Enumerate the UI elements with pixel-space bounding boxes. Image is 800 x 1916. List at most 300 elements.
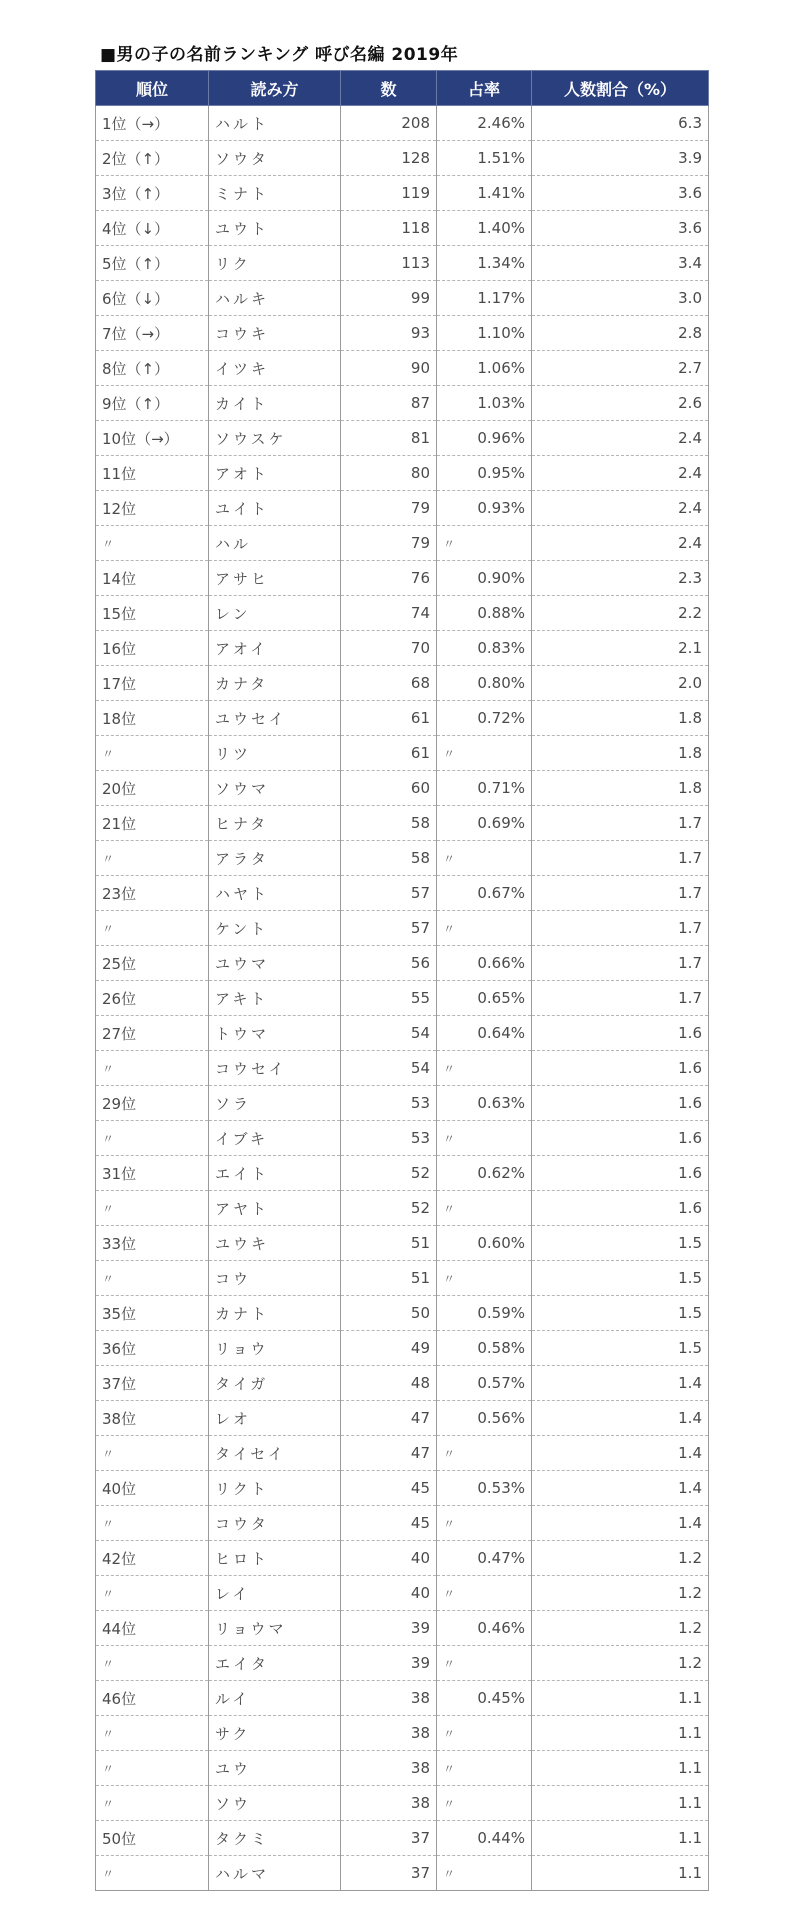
ratio-cell [532, 1401, 709, 1436]
rank-cell-text: 5位（↑） [102, 254, 170, 273]
count-cell [341, 1436, 437, 1471]
table-row [96, 1611, 709, 1646]
table-row [96, 211, 709, 246]
share-cell-text: 0.56% [477, 1409, 525, 1427]
count-cell-text: 38 [410, 1794, 430, 1812]
table-row [96, 1191, 709, 1226]
reading-cell-text: ユイト [215, 499, 270, 518]
ratio-cell [532, 876, 709, 911]
count-cell [341, 526, 437, 561]
rank-cell [96, 1261, 209, 1296]
count-cell-text: 68 [410, 674, 430, 692]
table-row [96, 666, 709, 701]
rank-cell [96, 456, 209, 491]
ratio-cell [532, 1261, 709, 1296]
reading-cell [209, 806, 341, 841]
reading-cell [209, 456, 341, 491]
count-cell-text: 55 [410, 989, 430, 1007]
share-cell [437, 491, 532, 526]
ratio-cell-text: 1.6 [678, 1059, 702, 1077]
ratio-cell [532, 456, 709, 491]
share-cell-text: 1.41% [477, 184, 525, 202]
reading-cell [209, 1541, 341, 1576]
ratio-cell-text: 1.1 [678, 1864, 702, 1882]
ratio-cell [532, 1786, 709, 1821]
share-cell [437, 1401, 532, 1436]
ratio-cell [532, 1121, 709, 1156]
ratio-cell-text: 2.1 [678, 639, 702, 657]
count-cell-text: 53 [410, 1094, 430, 1112]
reading-cell [209, 1121, 341, 1156]
reading-cell-text: イブキ [215, 1129, 268, 1148]
ratio-cell-text: 1.2 [678, 1619, 702, 1637]
ratio-cell-text: 2.6 [678, 394, 702, 412]
share-cell [437, 1436, 532, 1471]
ratio-cell-text: 1.2 [678, 1654, 702, 1672]
count-cell-text: 90 [410, 359, 430, 377]
reading-cell-text: コウセイ [215, 1059, 287, 1078]
reading-cell [209, 1786, 341, 1821]
reading-cell-text: リョウ [215, 1339, 269, 1358]
reading-cell [209, 1611, 341, 1646]
ratio-cell-text: 1.7 [678, 954, 702, 972]
share-cell [437, 421, 532, 456]
ratio-cell [532, 841, 709, 876]
share-cell-text: 〃 [443, 1516, 456, 1531]
table-row [96, 1716, 709, 1751]
ratio-cell [532, 1646, 709, 1681]
table-row [96, 281, 709, 316]
ratio-cell [532, 1331, 709, 1366]
rank-cell [96, 1821, 209, 1856]
share-cell-text: 1.10% [477, 324, 525, 342]
reading-cell-text: アキト [215, 989, 269, 1008]
rank-cell-text: 〃 [102, 1202, 115, 1216]
share-cell [437, 1576, 532, 1611]
table-row [96, 1471, 709, 1506]
share-cell-text: 0.53% [477, 1479, 525, 1497]
ratio-cell [532, 1576, 709, 1611]
ratio-cell-text: 1.4 [678, 1374, 702, 1392]
count-cell [341, 1471, 437, 1506]
reading-cell-text: カイト [215, 394, 269, 413]
share-cell [437, 1051, 532, 1086]
rank-cell-text: 31位 [102, 1164, 137, 1183]
header-ratio: 人数割合（%） [532, 71, 709, 106]
count-cell-text: 40 [410, 1549, 430, 1567]
count-cell-text: 87 [410, 394, 430, 412]
rank-cell-text: 11位 [102, 464, 137, 483]
count-cell-text: 80 [410, 464, 430, 482]
rank-cell-text: 37位 [102, 1374, 137, 1393]
reading-cell-text: ユウマ [215, 954, 270, 973]
ratio-cell-text: 1.7 [678, 919, 702, 937]
ratio-cell [532, 1716, 709, 1751]
rank-cell-text: 40位 [102, 1479, 137, 1498]
share-cell-text: 0.72% [477, 709, 525, 727]
ratio-cell-text: 1.6 [678, 1164, 702, 1182]
rank-cell [96, 281, 209, 316]
rank-cell [96, 1401, 209, 1436]
count-cell-text: 48 [410, 1374, 430, 1392]
table-row [96, 1366, 709, 1401]
share-cell-text: 〃 [443, 1656, 456, 1671]
ratio-cell [532, 1051, 709, 1086]
count-cell [341, 1156, 437, 1191]
ratio-cell [532, 1436, 709, 1471]
count-cell-text: 52 [410, 1199, 430, 1217]
count-cell [341, 701, 437, 736]
reading-cell-text: アラタ [215, 849, 269, 868]
reading-cell [209, 1436, 341, 1471]
count-cell-text: 37 [410, 1829, 430, 1847]
reading-cell-text: ソウタ [215, 149, 269, 168]
share-cell-text: 〃 [443, 1866, 456, 1881]
count-cell [341, 1506, 437, 1541]
share-cell [437, 1611, 532, 1646]
count-cell [341, 211, 437, 246]
rank-cell [96, 666, 209, 701]
rank-cell-text: 17位 [102, 674, 137, 693]
reading-cell [209, 981, 341, 1016]
count-cell-text: 74 [410, 604, 430, 622]
count-cell-text: 81 [410, 429, 430, 447]
table-row [96, 246, 709, 281]
share-cell-text: 0.60% [477, 1234, 525, 1252]
reading-cell-text: ソウスケ [215, 429, 287, 448]
share-cell [437, 351, 532, 386]
rank-cell-text: 〃 [102, 747, 115, 761]
reading-cell [209, 1086, 341, 1121]
rank-cell [96, 1751, 209, 1786]
count-cell-text: 76 [410, 569, 430, 587]
rank-cell-text: 〃 [102, 1867, 115, 1881]
reading-cell-text: ソラ [215, 1094, 252, 1113]
reading-cell [209, 631, 341, 666]
share-cell-text: 〃 [443, 1201, 456, 1216]
rank-cell [96, 141, 209, 176]
share-cell-text: 0.69% [477, 814, 525, 832]
rank-cell [96, 631, 209, 666]
count-cell [341, 281, 437, 316]
ratio-cell [532, 526, 709, 561]
ratio-cell [532, 351, 709, 386]
table-row [96, 1226, 709, 1261]
share-cell-text: 〃 [443, 1131, 456, 1146]
rank-cell-text: 〃 [102, 1447, 115, 1461]
share-cell-text: 1.40% [477, 219, 525, 237]
rank-cell-text: 44位 [102, 1619, 137, 1638]
rank-cell [96, 736, 209, 771]
share-cell-text: 0.95% [477, 464, 525, 482]
reading-cell [209, 946, 341, 981]
rank-cell [96, 1366, 209, 1401]
reading-cell-text: タイセイ [215, 1444, 286, 1463]
share-cell [437, 946, 532, 981]
ratio-cell-text: 1.2 [678, 1584, 702, 1602]
header-rank: 順位 [96, 71, 209, 106]
reading-cell [209, 1331, 341, 1366]
count-cell-text: 45 [410, 1514, 430, 1532]
reading-cell [209, 771, 341, 806]
share-cell [437, 771, 532, 806]
table-row [96, 491, 709, 526]
share-cell-text: 0.93% [477, 499, 525, 517]
reading-cell-text: ヒロト [215, 1549, 270, 1568]
reading-cell-text: ユウセイ [215, 709, 287, 728]
share-cell-text: 1.51% [477, 149, 525, 167]
reading-cell [209, 141, 341, 176]
share-cell [437, 1086, 532, 1121]
rank-cell [96, 246, 209, 281]
count-cell [341, 561, 437, 596]
ratio-cell [532, 491, 709, 526]
rank-cell [96, 1856, 209, 1891]
count-cell [341, 1191, 437, 1226]
share-cell [437, 1541, 532, 1576]
count-cell [341, 666, 437, 701]
count-cell-text: 54 [410, 1059, 430, 1077]
ratio-cell-text: 2.0 [678, 674, 702, 692]
rank-cell [96, 1681, 209, 1716]
table-row [96, 1261, 709, 1296]
count-cell-text: 45 [410, 1479, 430, 1497]
reading-cell-text: アヤト [215, 1199, 270, 1218]
reading-cell [209, 1051, 341, 1086]
reading-cell-text: ハルキ [215, 289, 270, 308]
ratio-cell [532, 386, 709, 421]
reading-cell-text: レオ [215, 1409, 252, 1428]
reading-cell [209, 421, 341, 456]
count-cell-text: 38 [410, 1724, 430, 1742]
rank-cell [96, 1471, 209, 1506]
reading-cell [209, 666, 341, 701]
header-share: 占率 [437, 71, 532, 106]
ratio-cell-text: 2.4 [678, 499, 702, 517]
count-cell [341, 596, 437, 631]
share-cell-text: 〃 [443, 1726, 456, 1741]
ratio-cell [532, 1541, 709, 1576]
ratio-cell [532, 981, 709, 1016]
ratio-cell-text: 1.1 [678, 1689, 702, 1707]
count-cell [341, 491, 437, 526]
share-cell [437, 1751, 532, 1786]
count-cell-text: 57 [410, 884, 430, 902]
share-cell [437, 841, 532, 876]
count-cell [341, 1296, 437, 1331]
reading-cell-text: ハルト [215, 114, 270, 133]
ratio-cell-text: 1.2 [678, 1549, 702, 1567]
ratio-cell [532, 211, 709, 246]
ratio-cell-text: 1.8 [678, 744, 702, 762]
rank-cell-text: 21位 [102, 814, 137, 833]
count-cell-text: 49 [410, 1339, 430, 1357]
reading-cell [209, 1576, 341, 1611]
ratio-cell [532, 946, 709, 981]
table-row [96, 1576, 709, 1611]
rank-cell [96, 1086, 209, 1121]
reading-cell-text: リツ [215, 744, 252, 763]
table-row [96, 1436, 709, 1471]
rank-cell-text: 〃 [102, 1657, 115, 1671]
rank-cell [96, 1226, 209, 1261]
ratio-cell-text: 3.9 [678, 149, 702, 167]
ratio-cell [532, 1366, 709, 1401]
share-cell-text: 1.03% [477, 394, 525, 412]
rank-cell-text: 6位（↓） [102, 289, 170, 308]
reading-cell [209, 106, 341, 141]
count-cell [341, 386, 437, 421]
count-cell-text: 47 [410, 1409, 430, 1427]
reading-cell-text: ユウ [215, 1759, 252, 1778]
ratio-cell [532, 1681, 709, 1716]
share-cell-text: 0.47% [477, 1549, 525, 1567]
reading-cell-text: リョウマ [215, 1619, 287, 1638]
count-cell [341, 806, 437, 841]
count-cell-text: 38 [410, 1759, 430, 1777]
reading-cell-text: トウマ [215, 1024, 270, 1043]
table-row [96, 596, 709, 631]
share-cell [437, 911, 532, 946]
ratio-cell-text: 1.6 [678, 1024, 702, 1042]
table-row [96, 1506, 709, 1541]
ratio-cell-text: 2.4 [678, 429, 702, 447]
table-row [96, 1856, 709, 1891]
share-cell [437, 631, 532, 666]
count-cell [341, 456, 437, 491]
ratio-cell [532, 1086, 709, 1121]
share-cell [437, 456, 532, 491]
count-cell [341, 1751, 437, 1786]
ratio-cell-text: 1.4 [678, 1479, 702, 1497]
reading-cell-text: レイ [215, 1584, 251, 1603]
reading-cell [209, 701, 341, 736]
count-cell [341, 1121, 437, 1156]
ratio-cell [532, 1226, 709, 1261]
share-cell [437, 1856, 532, 1891]
table-row [96, 911, 709, 946]
rank-cell [96, 1331, 209, 1366]
reading-cell-text: コウタ [215, 1514, 269, 1533]
reading-cell-text: サク [215, 1724, 251, 1743]
rank-cell [96, 841, 209, 876]
rank-cell [96, 421, 209, 456]
reading-cell [209, 176, 341, 211]
table-row [96, 1086, 709, 1121]
rank-cell [96, 176, 209, 211]
ratio-cell-text: 1.5 [678, 1339, 702, 1357]
table-row [96, 1051, 709, 1086]
rank-cell-text: 4位（↓） [102, 219, 170, 238]
count-cell [341, 176, 437, 211]
ratio-cell-text: 1.6 [678, 1094, 702, 1112]
rank-cell-text: 9位（↑） [102, 394, 170, 413]
reading-cell [209, 386, 341, 421]
rank-cell [96, 1611, 209, 1646]
share-cell-text: 0.66% [477, 954, 525, 972]
reading-cell [209, 911, 341, 946]
table-body [96, 106, 709, 1891]
share-cell [437, 1366, 532, 1401]
ratio-cell-text: 1.7 [678, 849, 702, 867]
reading-cell-text: ミナト [215, 184, 270, 203]
count-cell-text: 39 [410, 1654, 430, 1672]
share-cell [437, 281, 532, 316]
share-cell [437, 1296, 532, 1331]
table-row [96, 316, 709, 351]
rank-cell [96, 1016, 209, 1051]
count-cell [341, 841, 437, 876]
count-cell-text: 113 [401, 254, 430, 272]
ratio-cell [532, 106, 709, 141]
table-row [96, 1646, 709, 1681]
count-cell-text: 37 [410, 1864, 430, 1882]
count-cell-text: 53 [410, 1129, 430, 1147]
reading-cell-text: ハルマ [215, 1864, 270, 1883]
share-cell-text: 0.67% [477, 884, 525, 902]
reading-cell [209, 1156, 341, 1191]
count-cell [341, 771, 437, 806]
table-row [96, 841, 709, 876]
share-cell-text: 0.57% [477, 1374, 525, 1392]
table-row [96, 1296, 709, 1331]
ratio-cell [532, 141, 709, 176]
table-row [96, 561, 709, 596]
ratio-cell [532, 701, 709, 736]
share-cell-text: 0.83% [477, 639, 525, 657]
reading-cell-text: ケント [215, 919, 269, 938]
count-cell [341, 1051, 437, 1086]
table-row [96, 456, 709, 491]
share-cell-text: 1.06% [477, 359, 525, 377]
ratio-cell-text: 2.8 [678, 324, 702, 342]
rank-cell [96, 1576, 209, 1611]
ratio-cell [532, 911, 709, 946]
reading-cell [209, 1191, 341, 1226]
count-cell [341, 246, 437, 281]
ratio-cell-text: 1.7 [678, 814, 702, 832]
reading-cell-text: タイガ [215, 1374, 269, 1393]
table-row [96, 141, 709, 176]
count-cell [341, 1261, 437, 1296]
header-row [96, 71, 709, 106]
table-row [96, 386, 709, 421]
rank-cell-text: 〃 [102, 537, 115, 551]
share-cell-text: 0.64% [477, 1024, 525, 1042]
ratio-cell-text: 1.7 [678, 989, 702, 1007]
reading-cell [209, 1471, 341, 1506]
rank-cell-text: 8位（↑） [102, 359, 170, 378]
rank-cell [96, 526, 209, 561]
reading-cell [209, 596, 341, 631]
count-cell [341, 1646, 437, 1681]
count-cell-text: 54 [410, 1024, 430, 1042]
share-cell [437, 211, 532, 246]
ratio-cell-text: 2.7 [678, 359, 702, 377]
share-cell [437, 1261, 532, 1296]
share-cell [437, 1226, 532, 1261]
count-cell-text: 79 [410, 499, 430, 517]
count-cell [341, 141, 437, 176]
rank-cell [96, 1716, 209, 1751]
share-cell-text: 〃 [443, 536, 456, 551]
share-cell-text: 0.88% [477, 604, 525, 622]
table-row [96, 1156, 709, 1191]
rank-cell-text: 〃 [102, 852, 115, 866]
count-cell-text: 51 [410, 1234, 430, 1252]
count-cell-text: 50 [410, 1304, 430, 1322]
table-row [96, 1786, 709, 1821]
